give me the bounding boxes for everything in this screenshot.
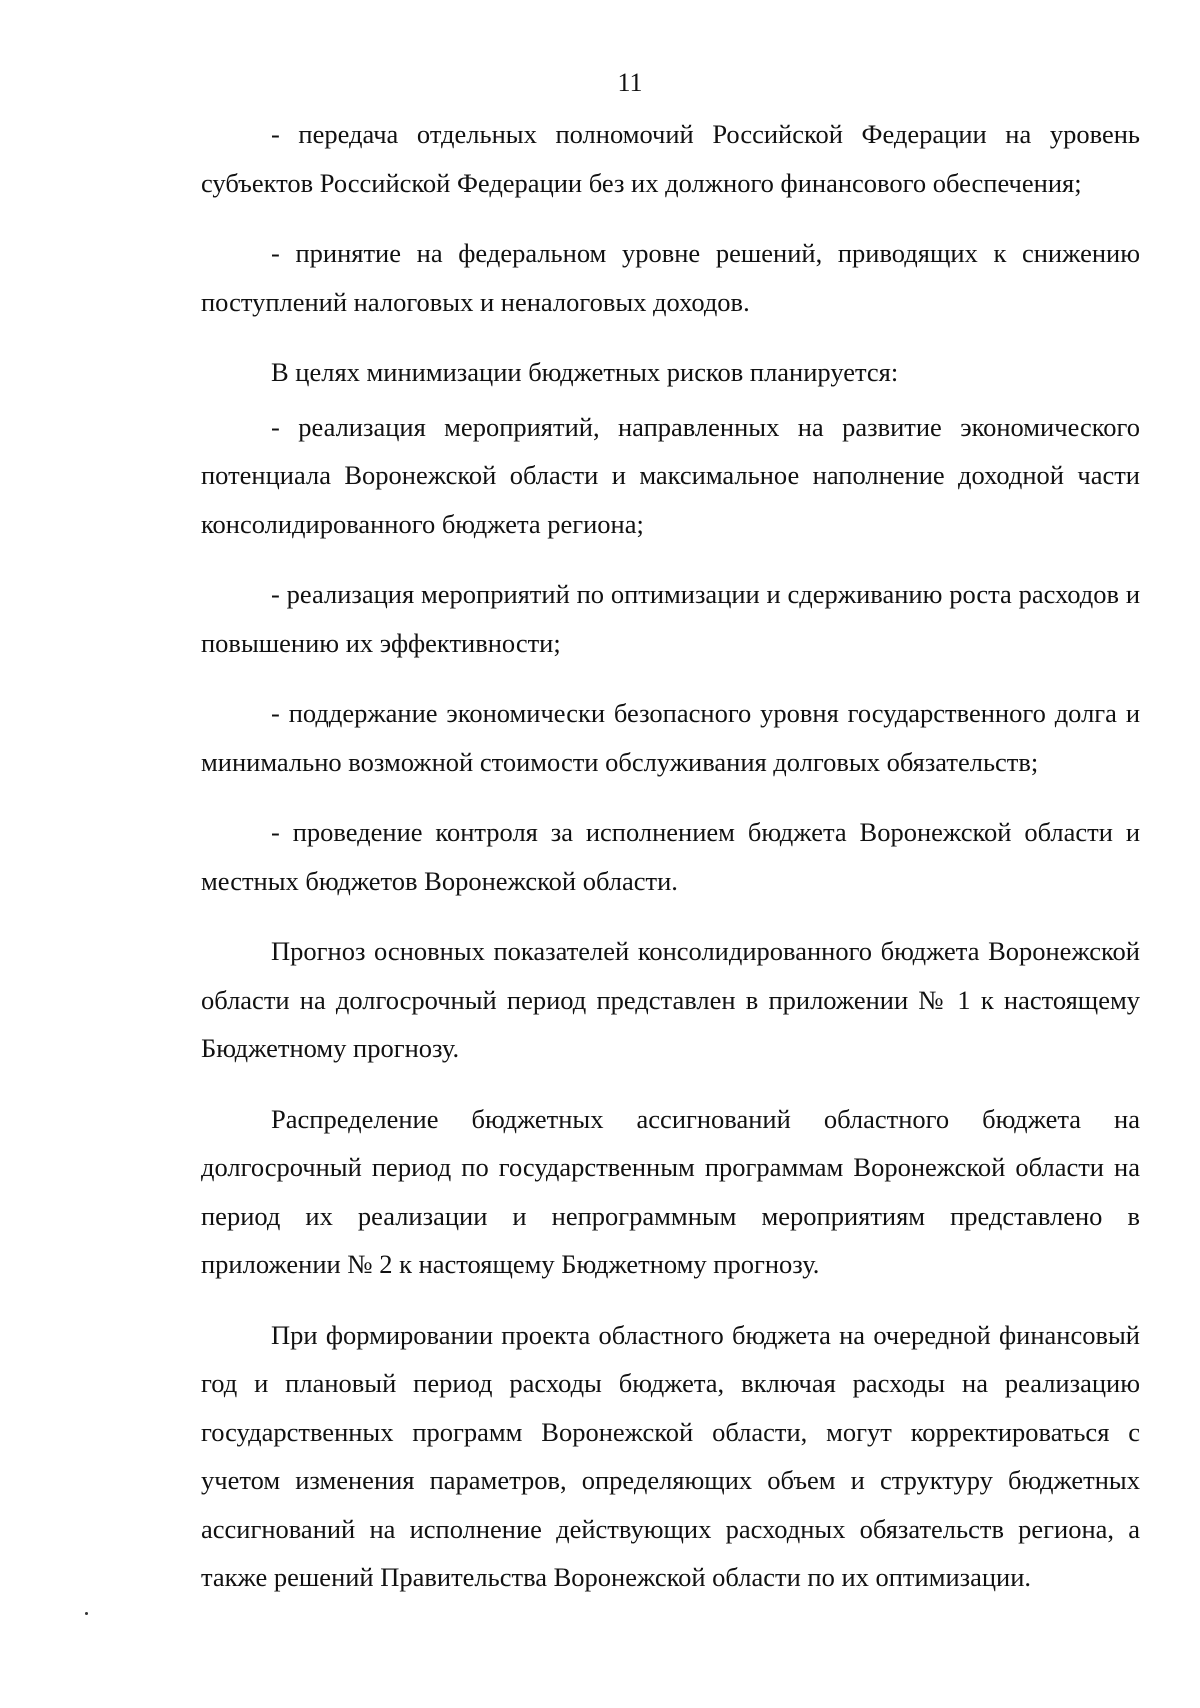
paragraph-allocation-appendix-2: Распределение бюджетных ассигнований областного бюджета на долгосрочный период по государственным программам Воронежской области на период их реализации и непрограммным мероприятиям представлено в приложении № 2 к настоящему Бюджетному прогнозу.: [201, 1103, 1140, 1279]
paragraph-forecast-appendix-1: Прогноз основных показателей консолидированного бюджета Воронежской области на долгосрочный период представлен в приложении № 1 к настоящему Бюджетному прогнозу.: [201, 936, 1140, 1063]
paragraph-budget-control: - проведение контроля за исполнением бюджета Воронежской области и местных бюджетов Воронежской области.: [201, 817, 1140, 896]
paragraph-budget-formation: При формировании проекта областного бюджета на очередной финансовый год и плановый период расходы бюджета, включая расходы на реализацию государственных программ Воронежской области, могут корректироваться с учетом изменения параметров, определяющих объем и структуру бюджетных ассигнований на исполнение действующих расходных обязательств региона, а также решений Правительства Воронежской области по их оптимизации.: [201, 1319, 1140, 1592]
paragraph-economic-potential: - реализация мероприятий, направленных на развитие экономического потенциала Воронежской области и максимальное наполнение доходной части консолидированного бюджета региона;: [201, 411, 1140, 539]
paragraph-expense-optimization: - реализация мероприятий по оптимизации и сдерживанию роста расходов и повышению их эффективности;: [201, 579, 1140, 658]
paragraph-risk-minimization-intro: В целях минимизации бюджетных рисков планируется:: [271, 357, 899, 387]
paragraph-federal-decisions: - принятие на федеральном уровне решений, приводящих к снижению поступлений налоговых и неналоговых доходов.: [201, 238, 1140, 317]
scan-speck: [85, 1612, 88, 1615]
paragraph-debt-level: - поддержание экономически безопасного уровня государственного долга и минимально возможной стоимости обслуживания долговых обязательств;: [201, 698, 1140, 777]
paragraph-federal-powers: - передача отдельных полномочий Российской Федерации на уровень субъектов Российской Федерации без их должного финансового обеспечения;: [201, 119, 1140, 198]
page-number: 11: [617, 68, 643, 97]
document-body: [201, 110, 1140, 1608]
